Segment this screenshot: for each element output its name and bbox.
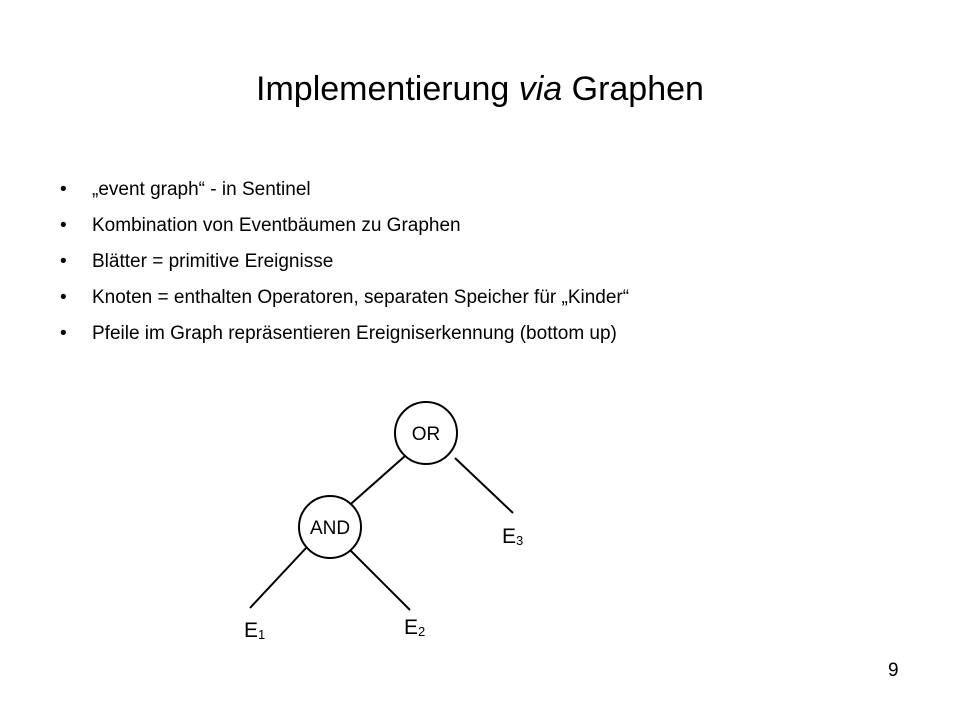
leaf-e1-letter: E <box>244 619 259 642</box>
bullet-text: „event graph“ - in Sentinel <box>92 179 311 200</box>
bullet-text: Knoten = enthalten Operatoren, separaten Speicher für „Kinder“ <box>92 287 630 308</box>
or-node-label: OR <box>411 424 441 445</box>
leaf-e3 <box>502 525 523 548</box>
bullet-text: Pfeile im Graph repräsentieren Ereigniserkennung (bottom up) <box>92 323 617 344</box>
title-emphasis: via <box>518 70 563 108</box>
edge-and-e2 <box>350 550 410 610</box>
edge-or-and <box>344 456 405 510</box>
bullet-icon: • <box>60 215 67 236</box>
edge-or-e3 <box>455 458 513 513</box>
bullet-icon: • <box>60 287 67 308</box>
bullet-icon: • <box>60 323 67 344</box>
leaf-e3-index: 3 <box>516 533 524 548</box>
leaf-e2-letter: E <box>404 616 419 639</box>
title-prefix: Implementierung <box>256 70 519 108</box>
leaf-e1 <box>244 619 265 642</box>
leaf-e3-letter: E <box>502 525 517 548</box>
page-number: 9 <box>888 660 899 681</box>
leaf-e1-index: 1 <box>258 627 266 642</box>
bullet-icon: • <box>60 179 67 200</box>
bullet-text: Blätter = primitive Ereignisse <box>92 251 334 272</box>
leaf-e2-index: 2 <box>418 624 426 639</box>
edge-and-e1 <box>250 548 306 608</box>
title-suffix: Graphen <box>562 70 704 108</box>
bullet-icon: • <box>60 251 67 272</box>
leaf-e2 <box>404 616 425 639</box>
and-node-label: AND <box>309 518 351 539</box>
bullet-text: Kombination von Eventbäumen zu Graphen <box>92 215 461 236</box>
